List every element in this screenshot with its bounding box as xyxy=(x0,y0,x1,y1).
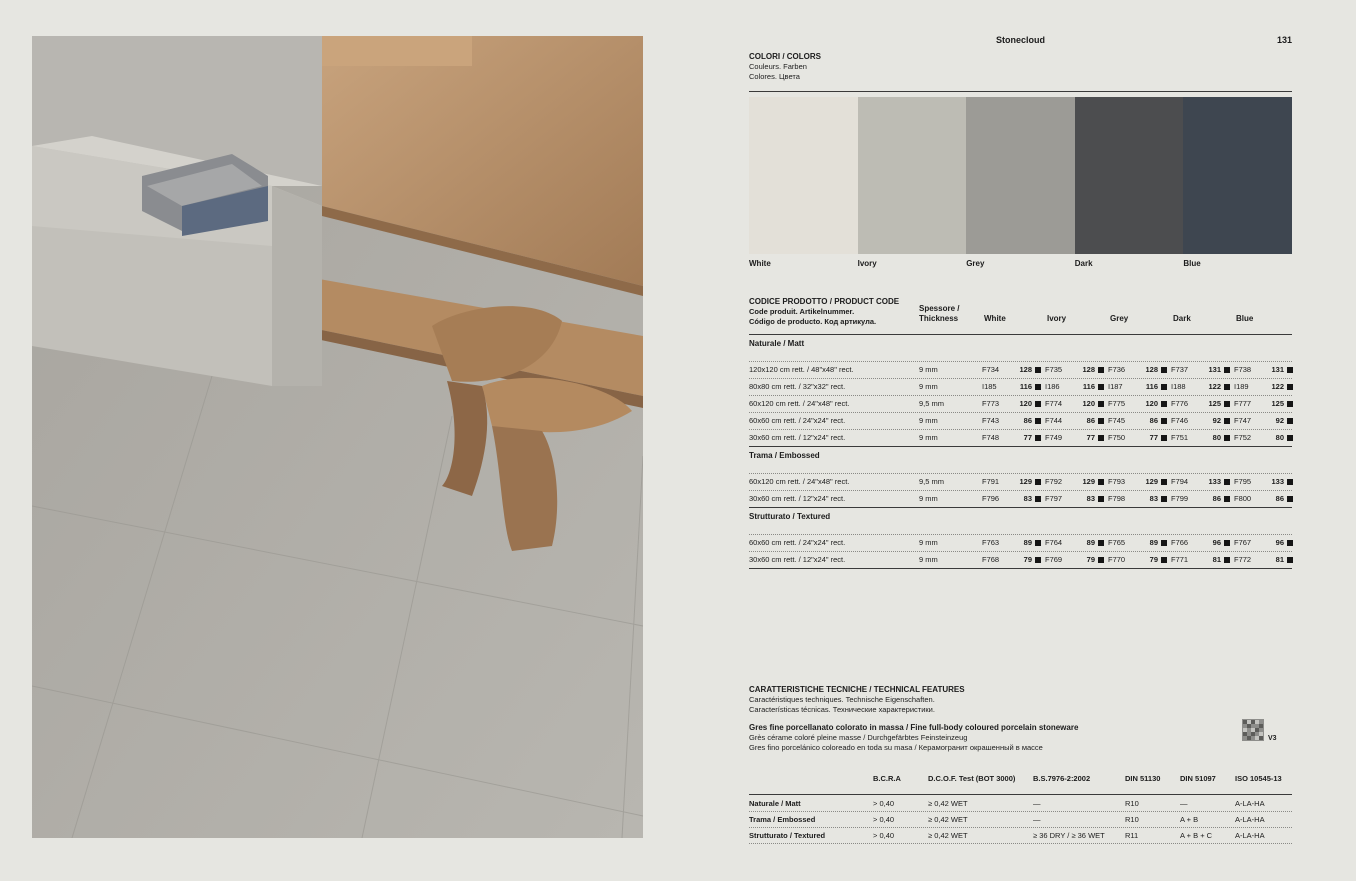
page-reference-cell: 89 xyxy=(1086,538,1095,547)
page-reference-cell: 120 xyxy=(1082,399,1095,408)
page-reference-cell: 80 xyxy=(1212,433,1221,442)
page-reference-cell: 86 xyxy=(1212,494,1221,503)
product-code-cell: F749 xyxy=(1045,433,1063,442)
black-square-marker xyxy=(1035,384,1041,390)
page-reference-cell: 129 xyxy=(1019,477,1032,486)
page-reference-cell: 86 xyxy=(1086,416,1095,425)
product-row xyxy=(749,551,1292,569)
black-square-marker xyxy=(1224,418,1230,424)
black-square-marker xyxy=(1035,418,1041,424)
technical-value-cell: — xyxy=(1180,799,1188,808)
page-reference-cell: 89 xyxy=(1149,538,1158,547)
technical-value-cell: A + B xyxy=(1180,815,1199,824)
product-code-cell: I189 xyxy=(1234,382,1249,391)
product-code-cell: F800 xyxy=(1234,494,1252,503)
black-square-marker xyxy=(1035,435,1041,441)
product-row xyxy=(749,395,1292,412)
product-code-cell: F794 xyxy=(1171,477,1189,486)
product-code-cell: F797 xyxy=(1045,494,1063,503)
product-code-cell: F744 xyxy=(1045,416,1063,425)
product-code-cell: F737 xyxy=(1171,365,1189,374)
product-code-cell: F763 xyxy=(982,538,1000,547)
page-reference-cell: 128 xyxy=(1145,365,1158,374)
technical-row xyxy=(749,828,1292,844)
product-row xyxy=(749,429,1292,447)
product-code-cell: F777 xyxy=(1234,399,1252,408)
black-square-marker xyxy=(1098,367,1104,373)
page-reference-cell: 131 xyxy=(1208,365,1221,374)
product-code-cell: F748 xyxy=(982,433,1000,442)
size-cell: 80x80 cm rett. / 32"x32" rect. xyxy=(749,382,846,391)
page-reference-cell: 92 xyxy=(1212,416,1221,425)
size-cell: 60x120 cm rett. / 24"x48" rect. xyxy=(749,399,850,408)
product-code-cell: F734 xyxy=(982,365,1000,374)
technical-table xyxy=(749,770,1292,844)
technical-title: CARATTERISTICHE TECNICHE / TECHNICAL FEATURES xyxy=(749,685,965,694)
product-code-cell: F774 xyxy=(1045,399,1063,408)
technical-value-cell: > 0,40 xyxy=(873,831,895,840)
page-reference-cell: 86 xyxy=(1275,494,1284,503)
product-row xyxy=(749,412,1292,429)
product-code-cell: F750 xyxy=(1108,433,1126,442)
swatch-label: Ivory xyxy=(857,259,877,268)
black-square-marker xyxy=(1035,540,1041,546)
page-reference-cell: 122 xyxy=(1271,382,1284,391)
page-reference-cell: 120 xyxy=(1145,399,1158,408)
technical-value-cell: ≥ 36 DRY / ≥ 36 WET xyxy=(1033,831,1105,840)
product-code-cell: I185 xyxy=(982,382,997,391)
black-square-marker xyxy=(1035,401,1041,407)
size-cell: 30x60 cm rett. / 12"x24" rect. xyxy=(749,494,846,503)
product-code-cell: I186 xyxy=(1045,382,1060,391)
product-code-cell: F745 xyxy=(1108,416,1126,425)
finish-group-title: Strutturato / Textured xyxy=(749,512,831,521)
technical-value-cell: R11 xyxy=(1125,831,1139,840)
black-square-marker xyxy=(1224,401,1230,407)
black-square-marker xyxy=(1287,384,1293,390)
product-code-cell: F773 xyxy=(982,399,1000,408)
technical-value-cell: A-LA-HA xyxy=(1235,799,1265,808)
swatch-white xyxy=(749,97,858,254)
product-row xyxy=(749,534,1292,551)
product-code-cell: F791 xyxy=(982,477,1000,486)
page-reference-cell: 92 xyxy=(1275,416,1284,425)
color-swatches xyxy=(749,97,1292,254)
color-swatch-labels xyxy=(749,259,1292,268)
swatch-label: Blue xyxy=(1183,259,1201,268)
product-row xyxy=(749,490,1292,508)
technical-value-cell: R10 xyxy=(1125,815,1139,824)
color-column-header: White xyxy=(984,314,1006,323)
page-reference-cell: 83 xyxy=(1149,494,1158,503)
black-square-marker xyxy=(1161,479,1167,485)
product-code-cell: F769 xyxy=(1045,555,1063,564)
page-reference-cell: 129 xyxy=(1145,477,1158,486)
colors-subtitle-1: Couleurs. Farben xyxy=(749,62,807,71)
product-row xyxy=(749,361,1292,378)
black-square-marker xyxy=(1098,479,1104,485)
product-code-cell: F764 xyxy=(1045,538,1063,547)
color-column-header: Grey xyxy=(1110,314,1129,323)
size-cell: 60x60 cm rett. / 24"x24" rect. xyxy=(749,416,846,425)
swatch-label: Grey xyxy=(966,259,985,268)
swatch-label: White xyxy=(749,259,771,268)
black-square-marker xyxy=(1287,479,1293,485)
technical-column-header: ISO 10545-13 xyxy=(1235,774,1282,783)
product-code-cell: F795 xyxy=(1234,477,1252,486)
black-square-marker xyxy=(1224,367,1230,373)
group-spacer xyxy=(749,353,1292,361)
material-subtitle-1: Grès cérame coloré pleine masse / Durchgefärbtes Feinsteinzeug xyxy=(749,733,968,742)
page-number: 131 xyxy=(1276,35,1292,45)
black-square-marker xyxy=(1287,540,1293,546)
product-code-cell: F736 xyxy=(1108,365,1126,374)
material-title: Gres fine porcellanato colorato in massa / Fine full-body coloured porcelain stoneware xyxy=(749,723,1079,732)
page-reference-cell: 133 xyxy=(1208,477,1221,486)
black-square-marker xyxy=(1224,557,1230,563)
page-reference-cell: 83 xyxy=(1023,494,1032,503)
product-code-cell: F793 xyxy=(1108,477,1126,486)
page-reference-cell: 81 xyxy=(1275,555,1284,564)
technical-column-header: DIN 51097 xyxy=(1180,774,1216,783)
product-code-cell: F770 xyxy=(1108,555,1126,564)
page-reference-cell: 83 xyxy=(1086,494,1095,503)
page-reference-cell: 77 xyxy=(1149,433,1158,442)
product-code-subtitle-1: Code produit. Artikelnummer. xyxy=(749,307,855,316)
black-square-marker xyxy=(1161,496,1167,502)
black-square-marker xyxy=(1035,479,1041,485)
black-square-marker xyxy=(1035,557,1041,563)
product-code-cell: F776 xyxy=(1171,399,1189,408)
page-reference-cell: 96 xyxy=(1275,538,1284,547)
black-square-marker xyxy=(1161,384,1167,390)
technical-value-cell: ≥ 0,42 WET xyxy=(928,799,968,808)
thickness-cell: 9 mm xyxy=(919,382,938,391)
black-square-marker xyxy=(1161,540,1167,546)
size-cell: 60x60 cm rett. / 24"x24" rect. xyxy=(749,538,846,547)
black-square-marker xyxy=(1098,557,1104,563)
page-reference-cell: 122 xyxy=(1208,382,1221,391)
product-code-title: CODICE PRODOTTO / PRODUCT CODE xyxy=(749,297,900,306)
black-square-marker xyxy=(1161,557,1167,563)
technical-value-cell: A-LA-HA xyxy=(1235,831,1265,840)
page-reference-cell: 125 xyxy=(1208,399,1221,408)
size-cell: 30x60 cm rett. / 12"x24" rect. xyxy=(749,555,846,564)
finish-group-title: Trama / Embossed xyxy=(749,451,820,460)
material-description xyxy=(749,723,1078,752)
colors-title: COLORI / COLORS xyxy=(749,52,821,61)
page-reference-cell: 120 xyxy=(1019,399,1032,408)
black-square-marker xyxy=(1098,401,1104,407)
technical-row-label: Strutturato / Textured xyxy=(749,831,826,840)
size-cell: 60x120 cm rett. / 24"x48" rect. xyxy=(749,477,850,486)
product-row xyxy=(749,473,1292,490)
shade-variation-label: V3 xyxy=(1268,735,1277,742)
swatch-dark xyxy=(1075,97,1184,254)
swatch-ivory xyxy=(858,97,967,254)
page-reference-cell: 116 xyxy=(1082,382,1095,391)
technical-value-cell: A + B + C xyxy=(1180,831,1213,840)
technical-subtitle-2: Características técnicas. Технические характеристики. xyxy=(749,704,935,714)
page-reference-cell: 80 xyxy=(1275,433,1284,442)
black-square-marker xyxy=(1161,418,1167,424)
black-square-marker xyxy=(1161,367,1167,373)
technical-value-cell: ≥ 0,42 WET xyxy=(928,815,968,824)
black-square-marker xyxy=(1287,435,1293,441)
product-code-cell: I187 xyxy=(1108,382,1123,391)
technical-value-cell: > 0,40 xyxy=(873,799,895,808)
page-reference-cell: 131 xyxy=(1271,365,1284,374)
thickness-cell: 9 mm xyxy=(919,416,938,425)
technical-value-cell: ≥ 0,42 WET xyxy=(928,831,968,840)
page-reference-cell: 128 xyxy=(1019,365,1032,374)
page-reference-cell: 116 xyxy=(1145,382,1158,391)
product-code-cell: F796 xyxy=(982,494,1000,503)
product-code-header xyxy=(749,297,1292,333)
product-code-rows xyxy=(749,335,1292,569)
technical-value-cell: — xyxy=(1033,799,1041,808)
product-code-cell: I188 xyxy=(1171,382,1186,391)
technical-column-header: B.S.7976-2:2002 xyxy=(1033,774,1091,783)
technical-subtitle-1: Caractéristiques techniques. Technische Eigenschaften. xyxy=(749,695,935,704)
thickness-cell: 9 mm xyxy=(919,538,938,547)
page-reference-cell: 133 xyxy=(1271,477,1284,486)
color-column-header: Ivory xyxy=(1047,314,1067,323)
material-subtitle-2: Gres fino porcelánico coloreado en toda su masa / Керамогранит окрашенный в массе xyxy=(749,742,1043,752)
technical-column-header: DIN 51130 xyxy=(1125,774,1161,783)
product-code-cell: F738 xyxy=(1234,365,1252,374)
black-square-marker xyxy=(1098,435,1104,441)
black-square-marker xyxy=(1287,418,1293,424)
page-reference-cell: 86 xyxy=(1023,416,1032,425)
technical-row xyxy=(749,812,1292,828)
group-spacer xyxy=(749,526,1292,534)
black-square-marker xyxy=(1098,540,1104,546)
technical-value-cell: A-LA-HA xyxy=(1235,815,1265,824)
technical-value-cell: — xyxy=(1033,815,1041,824)
product-code-cell: F747 xyxy=(1234,416,1252,425)
thickness-header: Spessore / Thickness xyxy=(919,304,960,323)
black-square-marker xyxy=(1224,496,1230,502)
page-reference-cell: 79 xyxy=(1023,555,1032,564)
finish-group-title: Naturale / Matt xyxy=(749,339,805,348)
technical-row xyxy=(749,796,1292,812)
swatch-label: Dark xyxy=(1074,259,1093,268)
group-spacer xyxy=(749,465,1292,473)
technical-value-cell: R10 xyxy=(1125,799,1139,808)
technical-column-header: B.C.R.A xyxy=(873,774,901,783)
black-square-marker xyxy=(1287,367,1293,373)
product-code-cell: F743 xyxy=(982,416,1000,425)
product-code-cell: F771 xyxy=(1171,555,1189,564)
product-code-cell: F772 xyxy=(1234,555,1252,564)
technical-column-header: D.C.O.F. Test (BOT 3000) xyxy=(928,774,1016,783)
black-square-marker xyxy=(1161,435,1167,441)
swatch-blue xyxy=(1183,97,1292,254)
collection-title: Stonecloud xyxy=(996,35,1045,45)
black-square-marker xyxy=(1287,496,1293,502)
product-row xyxy=(749,378,1292,395)
product-code-cell: F746 xyxy=(1171,416,1189,425)
product-code-cell: F752 xyxy=(1234,433,1252,442)
black-square-marker xyxy=(1287,557,1293,563)
black-square-marker xyxy=(1161,401,1167,407)
product-code-cell: F768 xyxy=(982,555,1000,564)
black-square-marker xyxy=(1287,401,1293,407)
page-reference-cell: 128 xyxy=(1082,365,1095,374)
page-reference-cell: 116 xyxy=(1019,382,1032,391)
black-square-marker xyxy=(1224,540,1230,546)
page-reference-cell: 125 xyxy=(1271,399,1284,408)
technical-value-cell: > 0,40 xyxy=(873,815,895,824)
thickness-cell: 9 mm xyxy=(919,494,938,503)
page-reference-cell: 86 xyxy=(1149,416,1158,425)
thickness-cell: 9 mm xyxy=(919,433,938,442)
interior-scene-illustration xyxy=(32,36,643,838)
product-code-cell: F799 xyxy=(1171,494,1189,503)
page-reference-cell: 129 xyxy=(1082,477,1095,486)
black-square-marker xyxy=(1098,496,1104,502)
technical-row-label: Naturale / Matt xyxy=(749,799,801,808)
black-square-marker xyxy=(1224,384,1230,390)
product-code-cell: F798 xyxy=(1108,494,1126,503)
black-square-marker xyxy=(1224,479,1230,485)
product-code-cell: F792 xyxy=(1045,477,1063,486)
size-cell: 30x60 cm rett. / 12"x24" rect. xyxy=(749,433,846,442)
colors-rule xyxy=(749,91,1292,92)
page-reference-cell: 81 xyxy=(1212,555,1221,564)
product-code-cell: F767 xyxy=(1234,538,1252,547)
color-column-header: Dark xyxy=(1173,314,1191,323)
thickness-cell: 9,5 mm xyxy=(919,477,945,486)
black-square-marker xyxy=(1035,367,1041,373)
thickness-cell: 9,5 mm xyxy=(919,399,945,408)
color-column-header: Blue xyxy=(1236,314,1254,323)
page-reference-cell: 79 xyxy=(1149,555,1158,564)
black-square-marker xyxy=(1035,496,1041,502)
page-reference-cell: 77 xyxy=(1086,433,1095,442)
colors-subtitle-2: Colores. Цвета xyxy=(749,71,800,81)
page-reference-cell: 79 xyxy=(1086,555,1095,564)
product-code-cell: F751 xyxy=(1171,433,1189,442)
page-reference-cell: 96 xyxy=(1212,538,1221,547)
interior-photo xyxy=(32,36,643,838)
thickness-cell: 9 mm xyxy=(919,365,938,374)
page-reference-cell: 77 xyxy=(1023,433,1032,442)
catalog-page xyxy=(749,0,1292,881)
black-square-marker xyxy=(1098,418,1104,424)
product-code-cell: F735 xyxy=(1045,365,1063,374)
technical-heading xyxy=(749,685,965,714)
colors-heading xyxy=(749,52,821,81)
black-square-marker xyxy=(1224,435,1230,441)
size-cell: 120x120 cm rett. / 48"x48" rect. xyxy=(749,365,854,374)
product-code-cell: F766 xyxy=(1171,538,1189,547)
product-code-subtitle-2: Código de producto. Код артикула. xyxy=(749,316,877,326)
black-square-marker xyxy=(1098,384,1104,390)
thickness-cell: 9 mm xyxy=(919,555,938,564)
swatch-grey xyxy=(966,97,1075,254)
page-reference-cell: 89 xyxy=(1023,538,1032,547)
technical-row-label: Trama / Embossed xyxy=(749,815,816,824)
product-code-cell: F765 xyxy=(1108,538,1126,547)
product-code-cell: F775 xyxy=(1108,399,1126,408)
shade-variation-icon xyxy=(1242,719,1264,746)
technical-header-row xyxy=(749,770,1292,795)
